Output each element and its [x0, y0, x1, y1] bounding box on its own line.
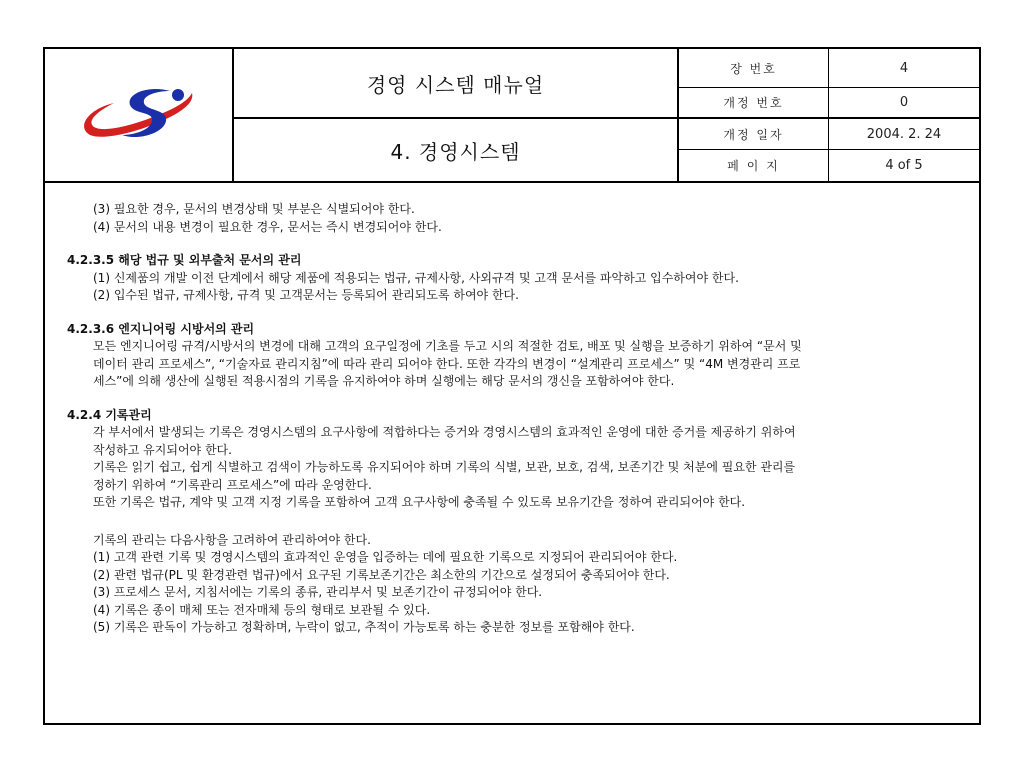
paragraph: 기록의 관리는 다음사항을 고려하여 관리하여야 한다.	[93, 532, 371, 547]
list-item: (4) 기록은 종이 매체 또는 전자매체 등의 형태로 보관될 수 있다.	[93, 602, 431, 617]
paragraph: 세스”에 의해 생산에 실행된 적용시점의 기록을 유지하여야 하며 실행에는 해당 문서의 갱신을 포함하여야 한다.	[93, 374, 675, 388]
section-heading: 4.2.3.5 해당 법규 및 외부출처 문서의 관리	[67, 253, 302, 267]
paragraph: (1) 신제품의 개발 이전 단계에서 해당 제품에 적용되는 법규, 규제사항, 사외규격 및 고객 문서를 파악하고 입수하여야 한다.	[93, 270, 739, 285]
section-heading: 4.2.3.6 엔지니어링 시방서의 관리	[67, 321, 255, 336]
manual-page	[43, 47, 981, 725]
section-heading: 4.2.4 기록관리	[67, 407, 152, 422]
manual-title: 경영 시스템 매뉴얼	[366, 72, 545, 97]
paragraph: 정하기 위하여 “기록관리 프로세스”에 따라 운영한다.	[93, 477, 372, 492]
paragraph: 또한 기록은 법규, 계약 및 고객 지정 기록을 포함하여 고객 요구사항에 충족될 수 있도록 보유기간을 정하여 관리되어야 한다.	[93, 495, 746, 509]
paragraph: 작성하고 유지되어야 한다.	[93, 442, 232, 457]
company-logo-icon	[74, 75, 204, 155]
paragraph: 모든 엔지니어링 규격/시방서의 변경에 대해 고객의 요구일정에 기초를 두고 시의 적절한 검토, 배포 및 실행을 보증하기 위하여 “문서 및	[93, 339, 802, 353]
list-item: (1) 고객 관련 기록 및 경영시스템의 효과적인 운영을 입증하는 데에 필요한 기록으로 지정되어 관리되어야 한다.	[93, 550, 678, 564]
list-item: (2) 관련 법규(PL 및 환경관련 법규)에서 요구된 기록보존기간은 최소한의 기간으로 설정되어 충족되어야 한다.	[93, 567, 670, 582]
paragraph: 데이터 관리 프로세스”, “기술자료 관리지침”에 따라 관리 되어야 한다. 또한 각각의 변경이 “설계관리 프로세스” 및 “4M 변경관리 프로	[93, 356, 801, 371]
document-header	[45, 49, 979, 183]
paragraph: 기록은 읽기 쉽고, 쉽게 식별하고 검색이 가능하도록 유지되어야 하며 기록의 식별, 보관, 보호, 검색, 보존기간 및 처분에 필요한 관리를	[93, 460, 796, 474]
page-label: 페 이 지	[727, 159, 780, 173]
page-value: 4 of 5	[885, 158, 923, 173]
list-item: (5) 기록은 판독이 가능하고 정확하며, 누락이 없고, 추적이 가능토록 하는 충분한 정보를 포함해야 한다.	[93, 620, 635, 634]
paragraph: (2) 입수된 법규, 규제사항, 규격 및 고객문서는 등록되어 관리되도록 하여야 한다.	[93, 288, 519, 302]
paragraph: (4) 문서의 내용 변경이 필요한 경우, 문서는 즉시 변경되어야 한다.	[93, 219, 442, 234]
list-item: (3) 프로세스 문서, 지침서에는 기록의 종류, 관리부서 및 보존기간이 규정되어야 한다.	[93, 585, 543, 599]
document-body	[67, 201, 972, 637]
chapter-number-value: 4	[899, 60, 909, 76]
paragraph: 각 부서에서 발생되는 기록은 경영시스템의 요구사항에 적합하다는 증거와 경영시스템의 효과적인 운영에 대한 증거를 제공하기 위하여	[93, 425, 796, 439]
revision-number-label: 개정 번호	[723, 96, 784, 110]
paragraph: (3) 필요한 경우, 문서의 변경상태 및 부분은 식별되어야 한다.	[93, 202, 415, 216]
revision-date-label: 개정 일자	[723, 127, 784, 142]
chapter-number-label: 장 번호	[730, 61, 777, 76]
revision-date-value: 2004. 2. 24	[866, 126, 942, 142]
company-logo	[45, 49, 232, 181]
chapter-title: 4. 경영시스템	[390, 139, 521, 164]
revision-number-value: 0	[899, 95, 909, 110]
